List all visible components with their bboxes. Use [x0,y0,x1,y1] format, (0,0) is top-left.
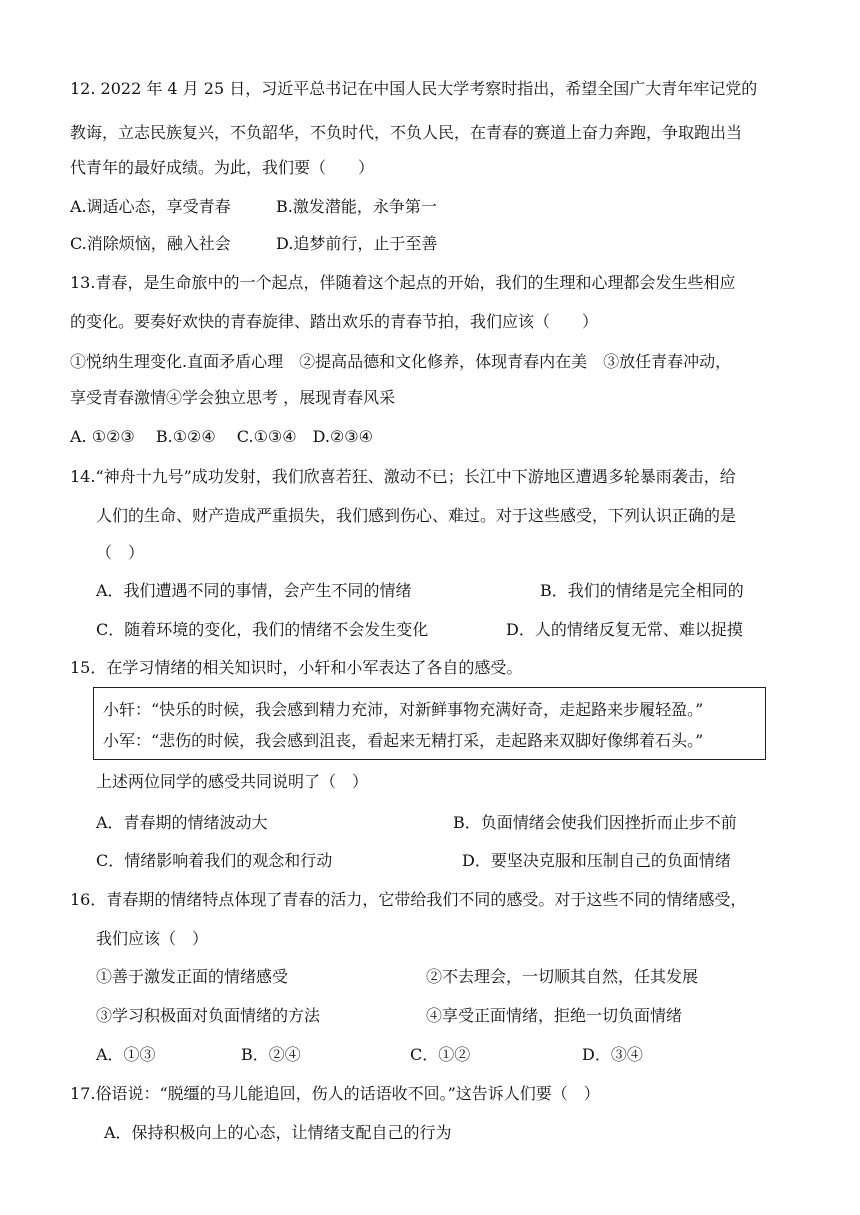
q15-line-2: 上述两位同学的感受共同说明了（ ） [96,772,369,791]
q12-line-3: 代青年的最好成绩。为此，我们要（ ） [70,158,375,177]
q13-line-4: 享受青春激情④学会独立思考 ，展现青春风采 [70,388,396,407]
q16-option-c: C．①② [410,1045,471,1064]
q12-line-1: 12. 2022 年 4 月 25 日，习近平总书记在中国人民大学考察时指出，希望全国广大青年牢记党的 [70,79,758,98]
q12-option-a: A.调适心态，享受青春 [70,197,231,216]
q14-option-a: A．我们遭遇不同的事情，会产生不同的情绪 [96,581,412,600]
q14-line-1: 14.“神舟十九号”成功发射，我们欣喜若狂、激动不已；长江中下游地区遭遇多轮暴雨袭击，给 [70,467,736,486]
q16-option-d: D．③④ [582,1045,643,1064]
q12-option-d: D.追梦前行，止于至善 [276,234,438,253]
quote-xiaoxuan: 小轩：“快乐的时候，我会感到精力充沛，对新鲜事物充满好奇，走起路来步履轻盈。” [103,700,704,719]
q15-option-b: B．负面情绪会使我们因挫折而止步不前 [453,813,737,832]
q17-option-a: A．保持积极向上的心态，让情绪支配自己的行为 [104,1123,452,1142]
q16-line-1: 16．青春期的情绪特点体现了青春的活力，它带给我们不同的感受。对于这些不同的情绪感受， [70,890,747,909]
q12-option-c: C.消除烦恼，融入社会 [70,234,231,253]
q13-options: A. ①②③ B.①②④ C.①③④ D.②③④ [70,427,373,446]
q14-option-d: D．人的情绪反复无常、难以捉摸 [506,620,743,639]
q14-option-b: B．我们的情绪是完全相同的 [540,581,744,600]
q13-line-1: 13.青春，是生命旅中的一个起点，伴随着这个起点的开始，我们的生理和心理都会发生些相应 [70,273,736,292]
q14-line-3: （ ） [96,543,145,562]
q17-line-1: 17.俗语说：“脱缰的马儿能追回，伤人的话语收不回。”这告诉人们要（ ） [70,1084,600,1103]
q14-line-2: 人们的生命、财产造成严重损失，我们感到伤心、难过。对于这些感受，下列认识正确的是 [96,506,737,525]
q16-item-4: ④享受正面情绪，拒绝一切负面情绪 [426,1006,683,1025]
q16-item-2: ②不去理会，一切顺其自然，任其发展 [426,967,699,986]
q16-line-2: 我们应该（ ） [96,929,209,948]
quote-xiaojun: 小军：“悲伤的时候，我会感到沮丧，看起来无精打采，走起路来双脚好像绑着石头。” [103,731,704,750]
q14-option-c: C．随着环境的变化，我们的情绪不会发生变化 [96,620,429,639]
q12-line-2: 教诲，立志民族复兴，不负韶华，不负时代，不负人民，在青春的赛道上奋力奔跑，争取跑出当 [70,123,743,142]
q15-option-a: A．青春期的情绪波动大 [96,813,268,832]
q15-option-d: D．要坚决克服和压制自己的负面情绪 [462,851,731,870]
q13-line-2: 的变化。要奏好欢快的青春旋律、踏出欢乐的青春节拍，我们应该（ ） [70,312,599,331]
q15-option-c: C．情绪影响着我们的观念和行动 [96,851,333,870]
q12-option-b: B.激发潜能，永争第一 [276,197,437,216]
q16-item-1: ①善于激发正面的情绪感受 [96,967,289,986]
q15-line-1: 15．在学习情绪的相关知识时，小轩和小军表达了各自的感受。 [70,658,523,677]
q16-option-b: B．②④ [241,1045,301,1064]
q13-line-3: ①悦纳生理变化.直面矛盾心理 ②提高品德和文化修养，体现青春内在美 ③放任青春冲动， [70,352,732,371]
q16-option-a: A．①③ [96,1045,156,1064]
q16-item-3: ③学习积极面对负面情绪的方法 [96,1006,321,1025]
